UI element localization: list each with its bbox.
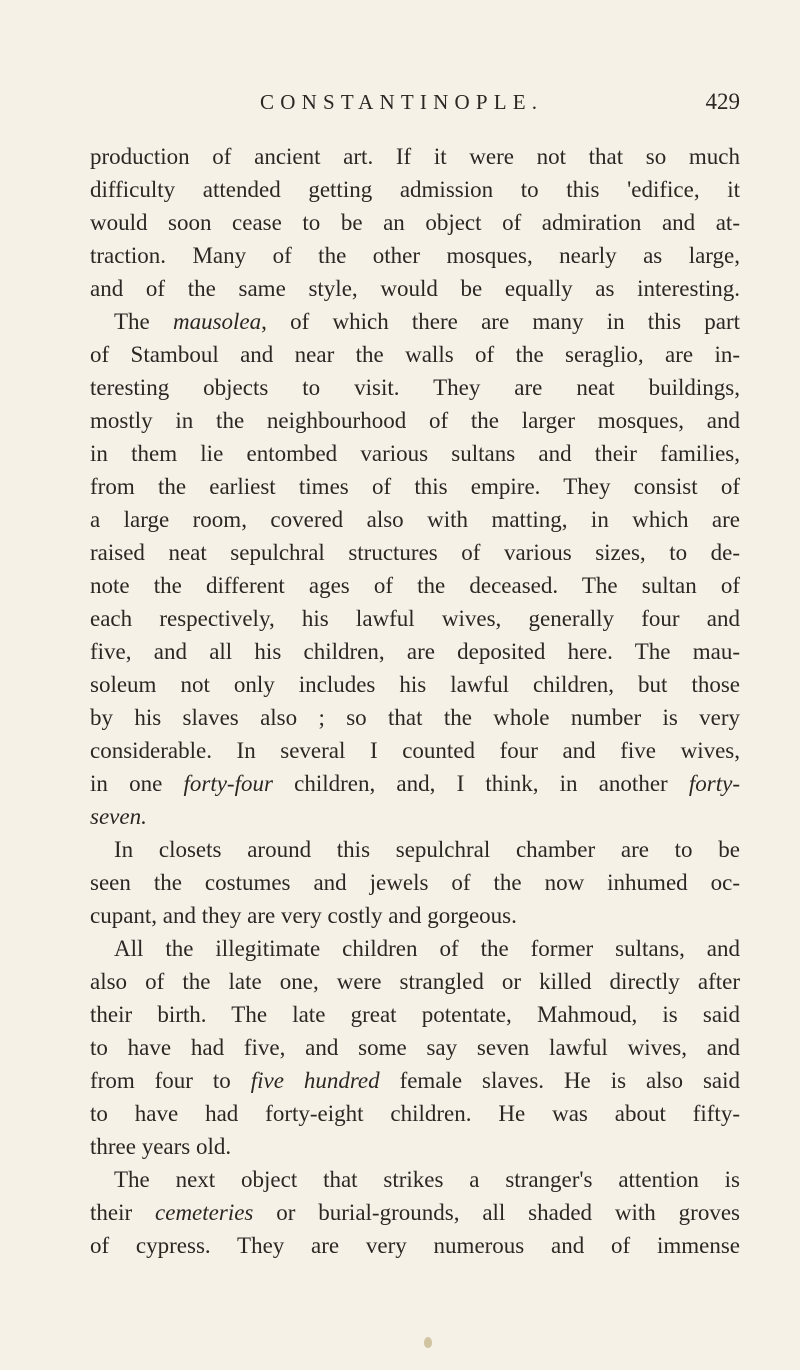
text-line (90, 1064, 740, 1097)
italic-text: seven. (90, 804, 147, 829)
text-line (90, 272, 740, 305)
italic-text: forty-four (183, 771, 273, 796)
text-segment: The (114, 309, 173, 334)
text-line (90, 635, 740, 668)
italic-text: cemeteries (155, 1200, 254, 1225)
text-segment: cupant, and they are very costly and gorgeous. (90, 903, 517, 928)
text-segment: and of the same style, would be equally as interesting. (90, 276, 740, 301)
text-segment: also of the late one, were strangled or killed directly after (90, 969, 740, 994)
text-segment: traction. Many of the other mosques, nearly as large, (90, 243, 740, 268)
text-segment: from the earliest times of this empire. They consist of (90, 474, 740, 499)
text-segment: production of ancient art. If it were not that so much (90, 144, 740, 169)
text-segment: would soon cease to be an object of admiration and at- (90, 210, 740, 235)
text-segment: raised neat sepulchral structures of various sizes, to de- (90, 540, 740, 565)
text-line (90, 866, 740, 899)
running-title: CONSTANTINOPLE. (260, 90, 544, 114)
paper-stain (424, 1337, 432, 1348)
text-segment: children, and, I think, in another (272, 771, 689, 796)
text-line (90, 1229, 740, 1262)
text-segment: The next object that strikes a stranger's attention is (114, 1167, 740, 1192)
text-segment: soleum not only includes his lawful children, but those (90, 672, 740, 697)
text-line (90, 1031, 740, 1064)
running-head (90, 86, 740, 118)
text-segment: All the illegitimate children of the former sultans, and (114, 936, 740, 961)
text-line (90, 239, 740, 272)
text-line (90, 470, 740, 503)
text-line (90, 569, 740, 602)
text-line (90, 437, 740, 470)
text-segment: five, and all his children, are deposited here. The mau- (90, 639, 740, 664)
text-segment: of cypress. They are very numerous and of immense (90, 1233, 740, 1258)
text-line (90, 404, 740, 437)
text-segment: considerable. In several I counted four and five wives, (90, 738, 740, 763)
text-segment: In closets around this sepulchral chamber are to be (114, 837, 740, 862)
italic-text: forty- (688, 771, 740, 796)
text-line (90, 701, 740, 734)
text-line (90, 338, 740, 371)
text-line (90, 767, 740, 800)
text-line (90, 206, 740, 239)
text-segment: to have had forty-eight children. He was about fifty- (90, 1101, 740, 1126)
text-segment: a large room, covered also with matting, in which are (90, 507, 740, 532)
text-segment: mostly in the neighbourhood of the larger mosques, and (90, 408, 740, 433)
text-line (90, 965, 740, 998)
text-line (90, 998, 740, 1031)
text-line (90, 1130, 740, 1163)
text-segment: by his slaves also ; so that the whole number is very (90, 705, 740, 730)
text-line (90, 371, 740, 404)
text-segment: in them lie entombed various sultans and their families, (90, 441, 740, 466)
text-line (90, 899, 740, 932)
text-segment: difficulty attended getting admission to this 'edifice, it (90, 177, 740, 202)
italic-text: mausolea (172, 309, 262, 334)
text-segment: from four to (90, 1068, 251, 1093)
text-segment: note the different ages of the deceased. The sultan of (90, 573, 740, 598)
text-line (90, 932, 740, 965)
body-text (90, 140, 740, 1262)
text-line (90, 173, 740, 206)
text-line (90, 503, 740, 536)
text-line (90, 1097, 740, 1130)
text-line (90, 1196, 740, 1229)
text-segment: of Stamboul and near the walls of the seraglio, are in- (90, 342, 740, 367)
text-segment: their (90, 1200, 156, 1225)
text-line (90, 734, 740, 767)
text-segment: teresting objects to visit. They are neat buildings, (90, 375, 740, 400)
text-segment: female slaves. He is also said (379, 1068, 740, 1093)
text-segment: or burial-grounds, all shaded with groves (253, 1200, 740, 1225)
text-segment: three years old. (90, 1134, 232, 1159)
text-segment: seen the costumes and jewels of the now inhumed oc- (90, 870, 740, 895)
text-line (90, 140, 740, 173)
page-number: 429 (705, 89, 740, 114)
text-line (90, 668, 740, 701)
text-segment: , of which there are many in this part (261, 309, 741, 334)
italic-text: five hundred (250, 1068, 380, 1093)
text-segment: their birth. The late great potentate, Mahmoud, is said (90, 1002, 740, 1027)
text-line (90, 833, 740, 866)
text-line (90, 1163, 740, 1196)
text-line (90, 800, 740, 833)
text-line (90, 536, 740, 569)
text-line (90, 602, 740, 635)
text-segment: each respectively, his lawful wives, generally four and (90, 606, 740, 631)
text-line (90, 305, 740, 338)
text-segment: in one (90, 771, 184, 796)
text-segment: to have had five, and some say seven lawful wives, and (90, 1035, 740, 1060)
